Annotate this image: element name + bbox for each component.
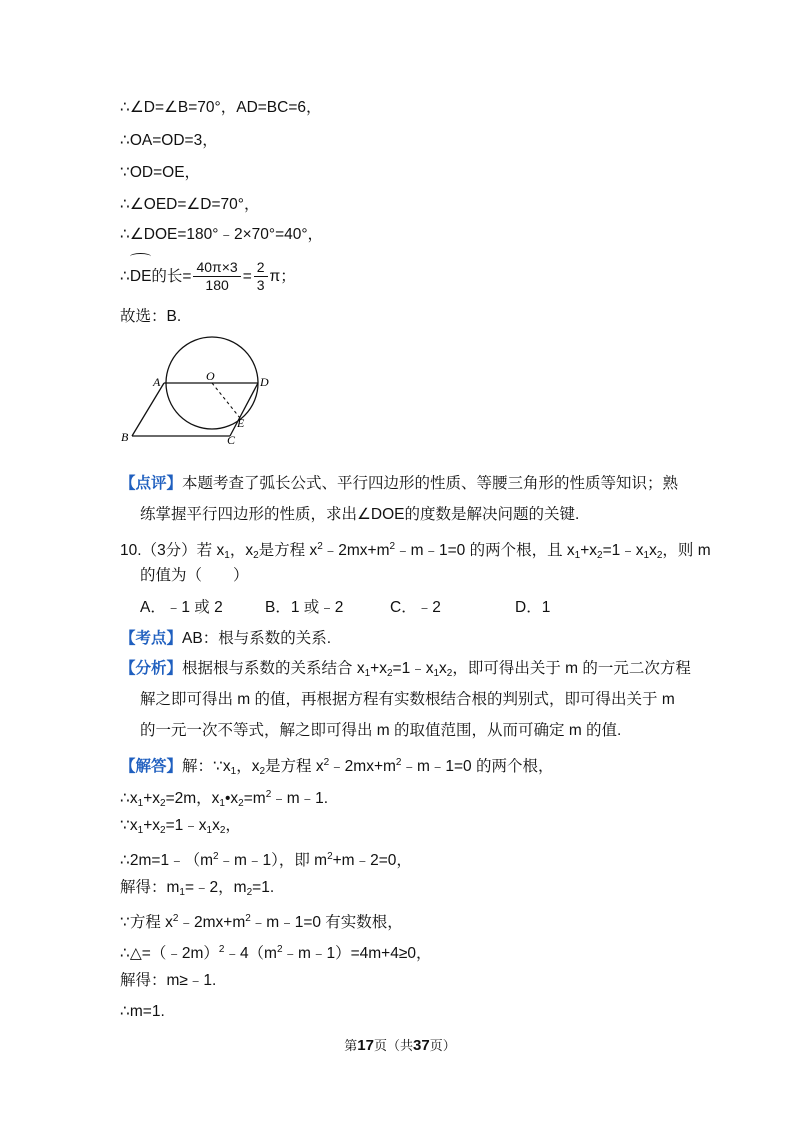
j0-e: ﹣m﹣1=0 的两个根， bbox=[401, 758, 554, 775]
geometry-figure bbox=[118, 330, 288, 450]
fenxi-line-3: 的一元一次不等式，解之即可得出 m 的取值范围，从而可确定 m 的值. bbox=[140, 722, 622, 739]
s2-b: +x bbox=[143, 817, 160, 834]
s1-a: ∴x bbox=[120, 790, 138, 807]
step-6 bbox=[120, 940, 431, 964]
equals-sign: = bbox=[242, 268, 252, 285]
comment-line-1 bbox=[120, 474, 678, 494]
kaodian-tag: 【考点】 bbox=[120, 630, 183, 647]
fraction-2 bbox=[254, 259, 268, 294]
label-o: O bbox=[206, 369, 215, 383]
sub-2: 2 bbox=[219, 825, 226, 836]
sup-2: 2 bbox=[265, 789, 272, 800]
sup-2: 2 bbox=[212, 851, 219, 862]
current-page: 17 bbox=[357, 1037, 374, 1054]
jieda-line-0 bbox=[120, 753, 553, 782]
sup-2: 2 bbox=[323, 757, 330, 768]
q-p7: x bbox=[649, 542, 657, 559]
q-p6: =1﹣x bbox=[602, 542, 644, 559]
arc-length-line bbox=[120, 256, 296, 295]
label-d: D bbox=[260, 375, 269, 389]
step-8: ∴m=1. bbox=[120, 1003, 165, 1020]
line-3: ∵OD=OE， bbox=[120, 164, 201, 181]
sup-2: 2 bbox=[245, 913, 251, 924]
s3-c: +m﹣2=0， bbox=[332, 852, 412, 869]
segment-oe bbox=[212, 383, 240, 418]
s6-c: ﹣m﹣1）=4m+4≥0， bbox=[282, 945, 432, 962]
total-pages: 37 bbox=[413, 1037, 430, 1054]
j0-c: 是方程 x bbox=[265, 758, 324, 775]
s1-d: •x bbox=[224, 790, 239, 807]
s5-c: ﹣m﹣1=0 有实数根， bbox=[250, 914, 403, 931]
j0-b: ，x bbox=[236, 758, 260, 775]
q-p3: ﹣2mx+m bbox=[322, 542, 390, 559]
line-5: ∴∠DOE=180°﹣2×70°=40°， bbox=[120, 226, 324, 243]
j0-d: ﹣2mx+m bbox=[329, 758, 396, 775]
sub-1: 1 bbox=[230, 766, 237, 777]
fx-e: ，即可得出关于 m 的一元二次方程 bbox=[452, 660, 691, 677]
step-4 bbox=[120, 878, 274, 903]
fraction-1 bbox=[193, 259, 240, 294]
sub-1: 1 bbox=[574, 550, 581, 561]
page-footer bbox=[0, 1035, 800, 1054]
q-p2: 是方程 x bbox=[258, 542, 318, 559]
label-a: A bbox=[153, 375, 161, 389]
option-a[interactable]: A．﹣1 或 2 bbox=[140, 599, 223, 616]
label-c: C bbox=[227, 433, 236, 447]
s5-a: ∵方程 x bbox=[120, 914, 173, 931]
fenxi-line-1 bbox=[120, 659, 691, 684]
q-p5: +x bbox=[580, 542, 598, 559]
sup-2: 2 bbox=[218, 944, 225, 955]
frac2-num: 2 bbox=[254, 259, 268, 277]
sub-2: 2 bbox=[446, 668, 453, 679]
sub-1: 1 bbox=[179, 887, 185, 898]
option-d[interactable]: D．1 bbox=[515, 599, 551, 616]
question-number: 10. bbox=[120, 542, 142, 559]
line-7: 故选：B. bbox=[120, 308, 182, 325]
sub-2: 2 bbox=[386, 668, 393, 679]
kaodian-line bbox=[120, 629, 331, 649]
step-5 bbox=[120, 909, 403, 933]
s1-f: ﹣m﹣1. bbox=[271, 790, 329, 807]
s5-b: ﹣2mx+m bbox=[178, 914, 246, 931]
therefore-symbol: ∴ bbox=[120, 268, 130, 285]
s3-b: ﹣m﹣1），即 m bbox=[218, 852, 328, 869]
s6-b: ﹣4（m bbox=[224, 945, 277, 962]
sub-2: 2 bbox=[656, 550, 663, 561]
q-score: （3分）若 x bbox=[141, 542, 225, 559]
footer-pre: 第 bbox=[344, 1038, 358, 1053]
arc-label: DE bbox=[130, 256, 152, 295]
comment-text-1: 本题考查了弧长公式、平行四边形的性质、等腰三角形的性质等知识；熟 bbox=[182, 475, 679, 492]
sub-2: 2 bbox=[259, 766, 266, 777]
footer-post: 页） bbox=[429, 1038, 456, 1053]
sup-2: 2 bbox=[327, 851, 333, 862]
sub-2: 2 bbox=[160, 798, 166, 809]
sub-2: 2 bbox=[160, 825, 166, 836]
sub-1: 1 bbox=[206, 825, 213, 836]
q-p4: ﹣m﹣1=0 的两个根，且 x bbox=[395, 542, 575, 559]
comment-line-2: 练掌握平行四边形的性质，求出∠DOE的度数是解决问题的关键. bbox=[140, 506, 580, 523]
fx-c: =1﹣x bbox=[392, 660, 434, 677]
sub-2: 2 bbox=[253, 550, 259, 561]
options-line bbox=[140, 598, 640, 618]
s4-c: =1. bbox=[252, 879, 275, 896]
kaodian-text: AB：根与系数的关系. bbox=[182, 630, 331, 647]
fenxi-line-2: 解之即可得出 m 的值，再根据方程有实数根结合根的判别式，即可得出关于 m bbox=[140, 691, 675, 708]
sub-1: 1 bbox=[219, 798, 225, 809]
sup-2: 2 bbox=[395, 757, 402, 768]
line-2: ∴OA=OD=3， bbox=[120, 132, 218, 149]
s1-b: +x bbox=[143, 790, 160, 807]
pi-end: π； bbox=[269, 268, 296, 285]
step-1 bbox=[120, 785, 328, 814]
sub-1: 1 bbox=[364, 668, 371, 679]
sup-2: 2 bbox=[389, 541, 396, 552]
sup-2: 2 bbox=[317, 541, 323, 552]
s4-a: 解得：m bbox=[120, 879, 180, 896]
frac1-num: 40π×3 bbox=[193, 259, 240, 277]
step-3 bbox=[120, 847, 412, 871]
j0-a: 解：∵x bbox=[182, 758, 231, 775]
fenxi-tag: 【分析】 bbox=[120, 660, 183, 677]
s6-a: ∴△=（﹣2m） bbox=[120, 945, 219, 962]
comment-tag: 【点评】 bbox=[120, 475, 183, 492]
sub-1: 1 bbox=[137, 825, 144, 836]
segment-ab bbox=[132, 383, 164, 436]
s2-e: ， bbox=[225, 817, 241, 834]
line-1: ∴∠D=∠B=70°，AD=BC=6， bbox=[120, 99, 322, 116]
sub-2: 2 bbox=[246, 887, 253, 898]
step-7: 解得：m≥﹣1. bbox=[120, 972, 217, 989]
option-c[interactable]: C．﹣2 bbox=[390, 599, 441, 616]
frac2-den: 3 bbox=[256, 277, 265, 294]
q-p8: ，则 m bbox=[662, 542, 711, 559]
s1-c: =2m，x bbox=[165, 790, 220, 807]
footer-mid: 页（共 bbox=[373, 1038, 413, 1053]
arc-text: 的长= bbox=[151, 268, 192, 285]
fx-a: 根据根与系数的关系结合 x bbox=[182, 660, 365, 677]
label-b: B bbox=[121, 430, 129, 444]
sub-1: 1 bbox=[433, 668, 440, 679]
s2-a: ∵x bbox=[120, 817, 138, 834]
sup-2: 2 bbox=[276, 944, 283, 955]
option-b[interactable]: B．1 或﹣2 bbox=[265, 599, 344, 616]
sub-1: 1 bbox=[137, 798, 144, 809]
fx-d: x bbox=[439, 660, 447, 677]
sub-2: 2 bbox=[597, 550, 603, 561]
s3-a: ∴2m=1﹣（m bbox=[120, 852, 213, 869]
sup-2: 2 bbox=[172, 913, 179, 924]
step-2 bbox=[120, 816, 241, 841]
sub-1: 1 bbox=[643, 550, 650, 561]
q-p1: ，x bbox=[229, 542, 254, 559]
sub-2: 2 bbox=[238, 798, 244, 809]
line-4: ∴∠OED=∠D=70°， bbox=[120, 196, 260, 213]
s2-c: =1﹣x bbox=[165, 817, 207, 834]
frac1-den: 180 bbox=[205, 277, 229, 294]
s2-d: x bbox=[212, 817, 220, 834]
jieda-tag: 【解答】 bbox=[120, 758, 183, 775]
sub-1: 1 bbox=[224, 550, 230, 561]
question-line-1 bbox=[120, 537, 711, 566]
s4-b: =﹣2，m bbox=[184, 879, 247, 896]
s1-e: =m bbox=[243, 790, 266, 807]
question-line-2: 的值为（ ） bbox=[140, 567, 249, 584]
label-e: E bbox=[237, 416, 245, 430]
fx-b: +x bbox=[370, 660, 387, 677]
